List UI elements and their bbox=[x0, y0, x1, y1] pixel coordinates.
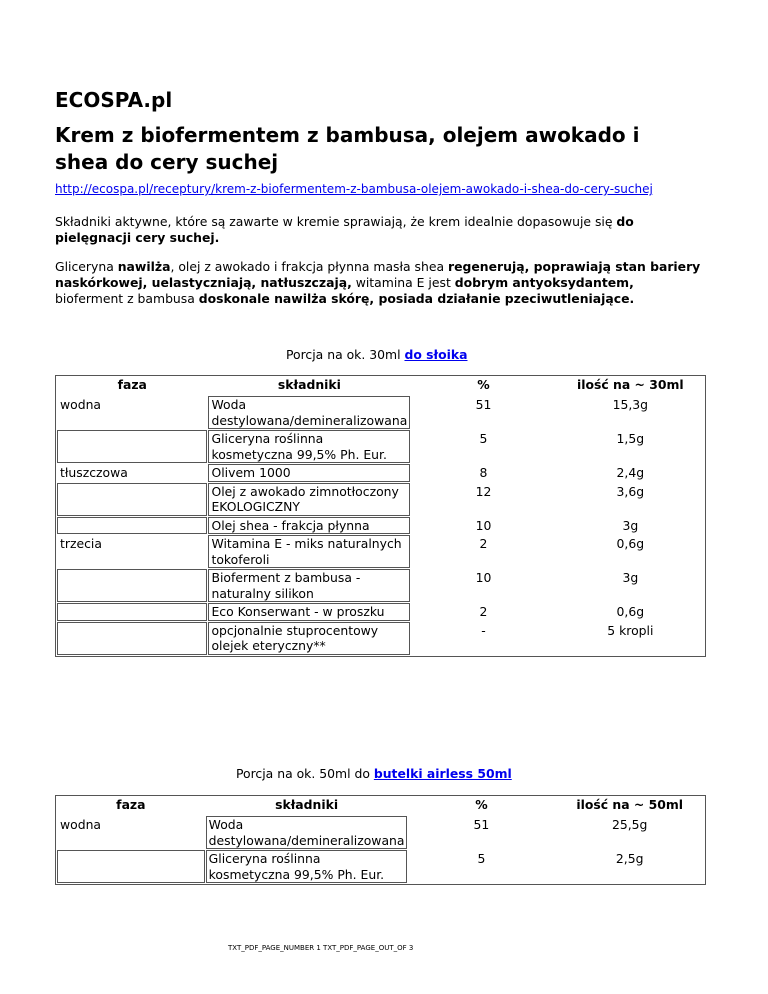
site-title: ECOSPA.pl bbox=[55, 88, 173, 112]
cell-percent: 51 bbox=[475, 397, 492, 412]
table-row bbox=[57, 430, 704, 463]
para2-text-1: Gliceryna bbox=[55, 259, 118, 274]
header-ingredients: składniki bbox=[277, 377, 341, 392]
cell-percent: 5 bbox=[477, 851, 486, 866]
para1-bold: do pielęgnacji cery suchej. bbox=[55, 214, 634, 245]
table-row bbox=[57, 850, 704, 883]
portion-50ml-text: Porcja na ok. 50ml do bbox=[236, 766, 374, 781]
jar-link[interactable]: do słoika bbox=[404, 347, 468, 362]
para2-text-3: witamina E jest bbox=[351, 275, 455, 290]
cell-ingredient: Bioferment z bambusa - naturalny silikon bbox=[208, 569, 410, 602]
cell-phase: trzecia bbox=[60, 536, 102, 551]
cell-phase bbox=[57, 622, 207, 655]
cell-percent: - bbox=[481, 622, 486, 638]
source-link[interactable]: http://ecospa.pl/receptury/krem-z-biofermentem-z-bambusa-olejem-awokado-i-shea-do-cery-suchej bbox=[55, 182, 653, 196]
cell-ingredient: Olej shea - frakcja płynna bbox=[208, 517, 410, 535]
cell-phase bbox=[57, 517, 207, 535]
recipe-table-30ml bbox=[55, 375, 706, 657]
cell-amount: 1,5g bbox=[616, 431, 645, 446]
cell-ingredient: opcjonalnie stuprocentowy olejek eteryczny** bbox=[208, 622, 410, 655]
cell-amount: 0,6g bbox=[616, 604, 645, 619]
recipe-table-50ml bbox=[55, 795, 706, 885]
airless-bottle-link[interactable]: butelki airless 50ml bbox=[373, 766, 512, 781]
cell-percent: 8 bbox=[479, 465, 488, 480]
table-row bbox=[57, 464, 704, 482]
cell-amount: 5 kropli bbox=[607, 622, 654, 638]
cell-ingredient: Olivem 1000 bbox=[208, 464, 410, 482]
cell-ingredient: Eco Konserwant - w proszku bbox=[208, 603, 410, 621]
cell-ingredient: Olej z awokado zimnotłoczony EKOLOGICZNY bbox=[208, 483, 410, 516]
para2-text-2: , olej z awokado i frakcja płynna masła shea bbox=[170, 259, 449, 274]
cell-percent: 10 bbox=[475, 517, 492, 533]
cell-ingredient: Woda destylowana/demineralizowana bbox=[208, 396, 410, 429]
cell-ingredient: Witamina E - miks naturalnych tokoferoli bbox=[208, 535, 410, 568]
cell-percent: 51 bbox=[473, 817, 490, 832]
para2-bold-4: doskonale nawilża skórę, posiada działanie pzeciwutleniające. bbox=[198, 291, 635, 306]
cell-percent: 2 bbox=[479, 536, 488, 551]
cell-ingredient: Gliceryna roślinna kosmetyczna 99,5% Ph. Eur. bbox=[206, 850, 408, 883]
portion-50ml-caption bbox=[236, 766, 512, 781]
header-ingredients: składniki bbox=[275, 797, 339, 812]
cell-amount: 15,3g bbox=[612, 397, 649, 412]
cell-phase bbox=[57, 603, 207, 621]
portion-30ml-caption bbox=[286, 347, 468, 362]
para2-bold-1: nawilża bbox=[117, 259, 171, 274]
cell-phase: tłuszczowa bbox=[60, 465, 128, 480]
table-header-row bbox=[57, 797, 704, 815]
cell-percent: 10 bbox=[475, 570, 492, 585]
cell-ingredient: Woda destylowana/demineralizowana bbox=[206, 816, 408, 849]
cell-amount: 0,6g bbox=[616, 536, 645, 551]
cell-phase bbox=[57, 569, 207, 602]
header-phase: faza bbox=[116, 797, 146, 812]
header-percent: % bbox=[477, 377, 490, 392]
cell-amount: 2,4g bbox=[616, 465, 645, 480]
page-title: Krem z biofermentem z bambusa, olejem awokado i shea do cery suchej bbox=[55, 123, 640, 174]
cell-amount: 3g bbox=[622, 570, 639, 585]
header-amount: ilość na ~ 50ml bbox=[576, 797, 683, 812]
cell-percent: 12 bbox=[475, 483, 492, 499]
table-header-row bbox=[57, 377, 704, 395]
cell-phase: wodna bbox=[60, 397, 102, 412]
table-row bbox=[57, 535, 704, 568]
cell-ingredient: Gliceryna roślinna kosmetyczna 99,5% Ph. Eur. bbox=[208, 430, 410, 463]
cell-phase bbox=[57, 850, 205, 883]
table-row bbox=[57, 517, 704, 535]
para1-text: Składniki aktywne, które są zawarte w kremie sprawiają, że krem idealnie dopasowuje się bbox=[55, 214, 617, 229]
header-phase: faza bbox=[117, 377, 147, 392]
header-amount: ilość na ~ 30ml bbox=[577, 377, 684, 392]
cell-percent: 5 bbox=[479, 431, 488, 446]
cell-amount: 25,5g bbox=[611, 817, 648, 832]
table-row bbox=[57, 483, 704, 516]
table-row bbox=[57, 569, 704, 602]
para2-bold-3: dobrym antyoksydantem, bbox=[454, 275, 634, 290]
intro-paragraph bbox=[55, 214, 705, 246]
table-row bbox=[57, 622, 704, 655]
table-row bbox=[57, 396, 704, 429]
table-row bbox=[57, 816, 704, 849]
para2-bold-2: regenerują, poprawiają stan bariery naskórkowej, uelastyczniają, natłuszczają, bbox=[55, 259, 701, 290]
cell-phase: wodna bbox=[60, 817, 102, 832]
cell-amount: 3g bbox=[622, 517, 639, 533]
page-footer: TXT_PDF_PAGE_NUMBER 1 TXT_PDF_PAGE_OUT_OF 3 bbox=[228, 944, 414, 952]
portion-30ml-text: Porcja na ok. 30ml bbox=[286, 347, 405, 362]
cell-phase bbox=[57, 483, 207, 516]
table-row bbox=[57, 603, 704, 621]
cell-percent: 2 bbox=[479, 604, 488, 619]
cell-phase bbox=[57, 430, 207, 463]
para2-text-4: bioferment z bambusa bbox=[55, 291, 199, 306]
cell-amount: 2,5g bbox=[615, 851, 644, 866]
header-percent: % bbox=[475, 797, 488, 812]
benefits-paragraph bbox=[55, 259, 705, 307]
cell-amount: 3,6g bbox=[616, 483, 645, 499]
